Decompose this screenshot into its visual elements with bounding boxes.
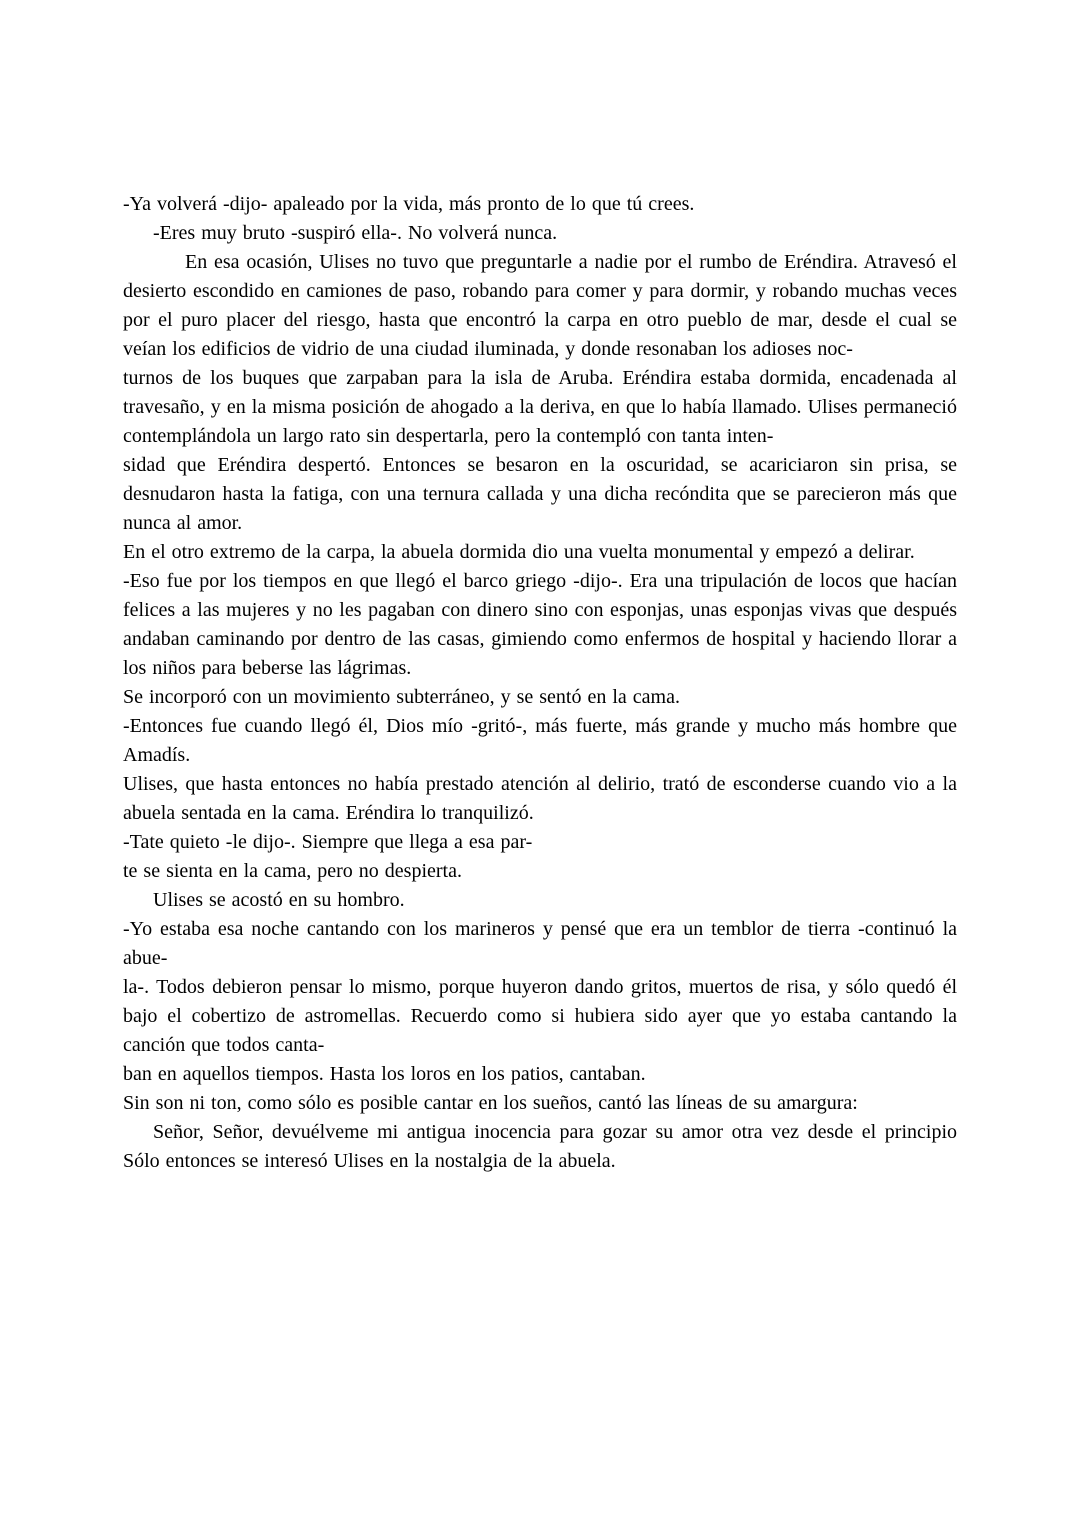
paragraph: -Tate quieto -le dijo-. Siempre que llega a esa par-	[123, 831, 533, 853]
paragraph: la-. Todos debieron pensar lo mismo, porque huyeron dando gritos, muertos de risa, y sólo quedó él bajo el cobertizo de astromellas. Recuerdo como si hubiera sido ayer que yo estaba cantando la canción que todos canta-	[123, 976, 957, 1056]
paragraph: -Yo estaba esa noche cantando con los marineros y pensé que era un temblor de tierra -continuó la abue-	[123, 918, 957, 969]
paragraph: Ulises se acostó en su hombro.	[153, 889, 405, 911]
text-block	[123, 190, 957, 1176]
paragraph: te se sienta en la cama, pero no despierta.	[123, 860, 462, 882]
paragraph: En esa ocasión, Ulises no tuvo que preguntarle a nadie por el rumbo de Eréndira. Atravesó el desierto escondido en camiones de paso, robando para comer y para dormir, y robando muchas veces por el puro placer del riesgo, hasta que encontró la carpa en otro pueblo de mar, desde el cual se veían los edificios de vidrio de una ciudad iluminada, y donde resonaban los adioses noc-	[123, 251, 957, 360]
paragraph: -Eso fue por los tiempos en que llegó el barco griego -dijo-. Era una tripulación de locos que hacían felices a las mujeres y no les pagaban con dinero sino con esponjas, unas esponjas vivas que después andaban caminando por dentro de las casas, gimiendo como enfermos de hospital y haciendo llorar a los niños para beberse las lágrimas.	[123, 570, 957, 679]
paragraph: Sin son ni ton, como sólo es posible cantar en los sueños, cantó las líneas de su amargura:	[123, 1092, 858, 1114]
paragraph: ban en aquellos tiempos. Hasta los loros en los patios, cantaban.	[123, 1063, 646, 1085]
paragraph: Ulises, que hasta entonces no había prestado atención al delirio, trató de esconderse cuando vio a la abuela sentada en la cama. Eréndira lo tranquilizó.	[123, 773, 957, 824]
paragraph: En el otro extremo de la carpa, la abuela dormida dio una vuelta monumental y empezó a delirar.	[123, 541, 915, 563]
paragraph: -Eres muy bruto -suspiró ella-. No volverá nunca.	[153, 222, 558, 244]
paragraph: turnos de los buques que zarpaban para la isla de Aruba. Eréndira estaba dormida, encadenada al travesaño, y en la misma posición de ahogado a la deriva, en que lo había llamado. Ulises permaneció contemplándola un largo rato sin despertarla, pero la contempló con tanta inten-	[123, 367, 957, 447]
paragraph: Señor, Señor, devuélveme mi antigua inocencia para gozar su amor otra vez desde el principio Sólo entonces se interesó Ulises en la nostalgia de la abuela.	[123, 1121, 957, 1172]
paragraph: sidad que Eréndira despertó. Entonces se besaron en la oscuridad, se acariciaron sin prisa, se desnudaron hasta la fatiga, con una ternura callada y una dicha recóndita que se parecieron más que nunca al amor.	[123, 454, 957, 534]
paragraph: Se incorporó con un movimiento subterráneo, y se sentó en la cama.	[123, 686, 680, 708]
paragraph: -Entonces fue cuando llegó él, Dios mío -gritó-, más fuerte, más grande y mucho más hombre que Amadís.	[123, 715, 957, 766]
paragraph: -Ya volverá -dijo- apaleado por la vida, más pronto de lo que tú crees.	[123, 193, 695, 215]
